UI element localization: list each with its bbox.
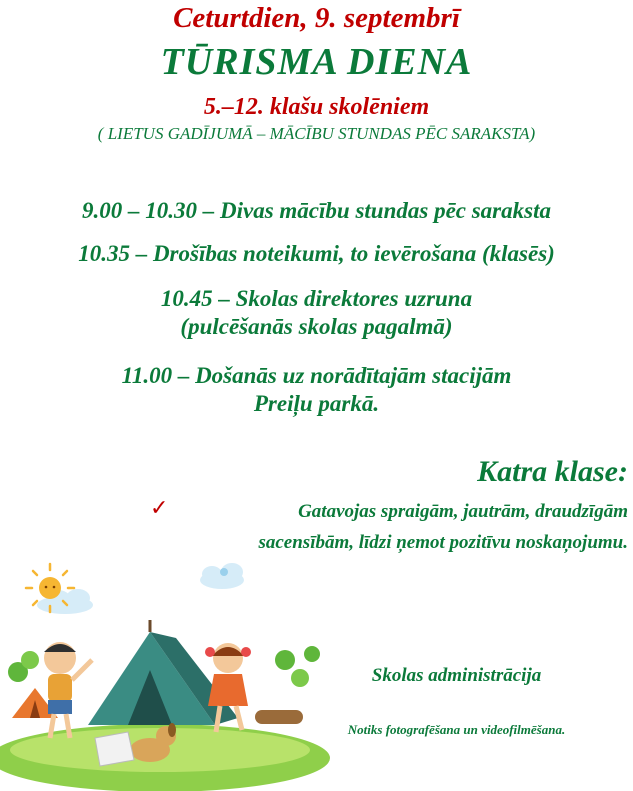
bird-icon xyxy=(220,568,228,576)
schedule-line-2: (pulcēšanās skolas pagalmā) xyxy=(180,314,453,339)
bullet-text xyxy=(140,496,628,558)
tent-icon xyxy=(88,620,238,725)
log-icon xyxy=(255,710,303,724)
event-title: TŪRISMA DIENA xyxy=(160,41,473,83)
schedule-line: 11.00 – Došanās uz norādītajām stacijām xyxy=(121,363,512,388)
schedule-line: 10.45 – Skolas direktores uzruna xyxy=(160,286,473,311)
schedule-line: 10.35 – Drošības noteikumi, to ievērošana (klasēs) xyxy=(78,241,555,266)
boy-figure xyxy=(44,642,92,738)
schedule-item xyxy=(0,240,633,268)
sun-icon xyxy=(26,564,74,612)
signature: Skolas administrācija xyxy=(371,665,542,686)
schedule-item xyxy=(0,197,633,225)
schedule-item xyxy=(0,362,633,418)
bullet-line: Gatavojas spraigām, jautrām, draudzīgām xyxy=(298,501,628,522)
photo-note: Notiks fotografēšana un videofilmēšana. xyxy=(347,722,566,737)
class-heading: Katra klase: xyxy=(477,455,628,488)
checkmark-icon: ✓ xyxy=(150,495,169,520)
map-icon xyxy=(95,732,134,766)
schedule-item xyxy=(0,285,633,341)
rain-note: ( LIETUS GADĪJUMĀ – MĀCĪBU STUNDAS PĒC SARAKSTA) xyxy=(97,124,536,143)
audience-line: 5.–12. klašu skolēniem xyxy=(203,94,430,120)
bullet-line-2: sacensībām, līdzi ņemot pozitīvu noskaņojumu. xyxy=(258,532,628,553)
camping-kids-illustration xyxy=(0,560,330,791)
schedule-line-2: Preiļu parkā. xyxy=(253,391,380,416)
schedule-line: 9.00 – 10.30 – Divas mācību stundas pēc saraksta xyxy=(82,198,551,223)
date-line: Ceturtdien, 9. septembrī xyxy=(173,2,460,34)
